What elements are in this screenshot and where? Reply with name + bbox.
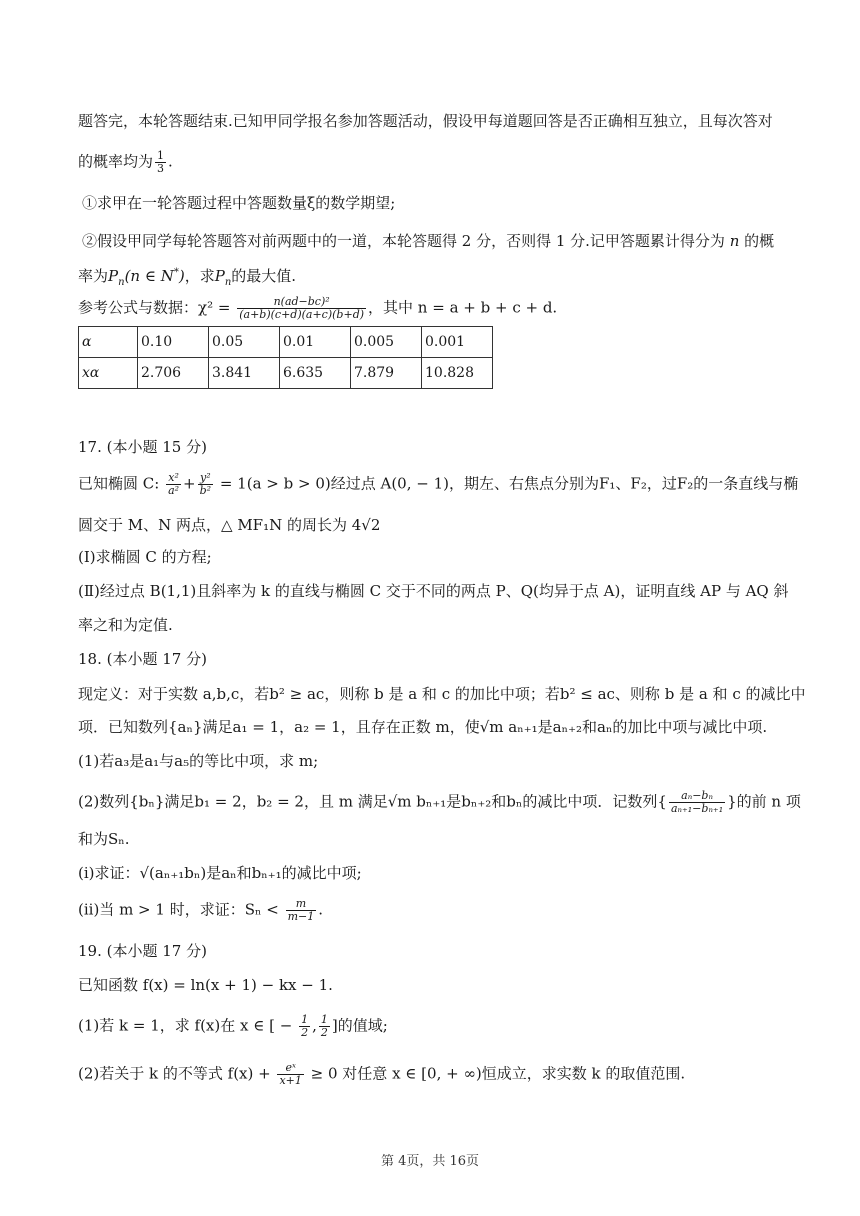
p19-text3: (2)若关于 k 的不等式 f(x) + [78,1064,276,1083]
p18-period: . [318,900,324,919]
p16-reference-formula [78,296,808,321]
ellipse-x-term: $\frac{\text{x²}}{\text{a²}}$ [168,471,180,497]
p17-line2: 圆交于 M、N 两点，△ MF₁N 的周长为 4√2 [78,516,381,534]
p16-question-1: ①求甲在一轮答题过程中答题数量ξ的数学期望; [82,194,396,212]
p19-text4: ≥ 0 对任意 x ∈ [0, + ∞)恒成立，求实数 k 的取值范围. [305,1064,686,1083]
table-cell: 0.005 [351,327,422,358]
table-cell: 10.828 [422,358,493,389]
p18-line4 [78,790,808,815]
p16-intro-text: 的概率均为 [78,152,154,171]
p16-q2-text3: 率为 [78,267,109,285]
p16-q2-pn: $P_n(n$ ∈ N*) [108,267,185,288]
p18-line6: (i)求证：√(aₙ₊₁bₙ)是aₙ和bₙ₊₁的减比中项; [78,864,362,882]
p18-line7 [78,898,808,923]
p18-line5: 和为Sₙ. [78,830,130,848]
half-fraction: $\frac{1}{2}$ [301,1013,309,1039]
p16-q2-text4: ，求 [184,267,215,285]
p19-line3 [78,1062,808,1087]
table-cell: 0.05 [209,327,280,358]
table-cell: 0.10 [138,327,209,358]
p18-line1: 现定义：对于实数 a,b,c，若b² ≥ ac，则称 b 是 a 和 c 的加比中项；若b² ≤ ac、则称 b 是 a 和 c 的减比中 [78,685,806,703]
p17-line3: (Ⅰ)求椭圆 C 的方程; [78,548,212,566]
p17-text: 已知椭圆 C: [78,474,165,493]
p19-text2: ]的值域; [331,1016,388,1035]
table-cell: xα [79,358,138,389]
p18-text2: }的前 n 项 [727,792,801,811]
p16-q2-pn2: $P_n$ [214,267,232,288]
p18-text3: (ii)当 m > 1 时，求证：Sₙ < [78,900,284,919]
table-row [79,327,493,358]
p18-bound-fraction: $\frac{m}{m-1}$ [287,897,315,923]
p18-heading: 18. (本小题 17 分) [78,650,207,668]
table-row [79,358,493,389]
p16-question-2-line2 [78,262,808,294]
p17-text2: = 1(a > b > 0)经过点 A(0, − 1)，期左、右焦点分别为F₁、F₂，过F₂的一条直线与椭 [215,474,799,493]
ref-label: 参考公式与数据：χ² = [78,298,236,317]
p18-text: (2)数列{bₙ}满足b₁ = 2，b₂ = 2，且 m 满足√m bₙ₊₁是bₙ₊₂和bₙ的减比中项．记数列{ [78,792,667,811]
p19-heading: 19. (本小题 17 分) [78,942,207,960]
table-cell: α [79,327,138,358]
table-cell: 0.01 [280,327,351,358]
p18-line2: 项．已知数列{aₙ}满足a₁ = 1，a₂ = 1，且存在正数 m，使√m aₙ₊₁是aₙ₊₂和aₙ的加比中项与减比中项. [78,718,768,736]
chi-den: (a+b)(c+d)(a+c)(b+d) [239,308,365,321]
p19-text: (1)若 k = 1，求 f(x)在 x ∈ [ − [78,1016,298,1035]
p16-q2-n: n [729,232,740,250]
table-cell: 7.879 [351,358,422,389]
half-fraction: $\frac{1}{2}$ [320,1013,328,1039]
p19-line1: 已知函数 f(x) = ln(x + 1) − kx − 1. [78,976,333,994]
p16-question-2-line1 [82,230,812,252]
page-footer: 第 4页，共 16页 [380,1154,480,1169]
p16-intro-line2 [78,150,808,175]
p19-line2: (1)若 k = 1，求 f(x)在 x ∈ [ − $\frac{1}{2}$ , $\frac{1}{2}$ ]的值域; [78,1013,388,1039]
ref-tail: ，其中 n = a + b + c + d. [368,298,558,317]
p17-line1: 已知椭圆 C: $\frac{\text{x²}}{\text{a²}}$ + $\frac{\text{y²}}{\text{b²}}$ = 1(a > b > 0)经过点 A(0, − 1)，期左、右焦点分别为F₁、F₂，过F₂的一条直线与椭 [78,471,799,497]
p16-q2-text2: 的概 [739,232,775,250]
p16-prob-num: 1 [157,149,165,162]
p18-seq-fraction: $\frac{\text{aₙ−bₙ}}{\text{aₙ₊₁−bₙ₊₁}}$ [670,789,724,815]
ellipse-y-term: $\frac{\text{y²}}{\text{b²}}$ [199,471,212,497]
critical-value-table [78,326,493,389]
p16-prob-den: 3 [157,162,165,175]
p18-line3: (1)若a₃是a₁与a₅的等比中项，求 m; [78,752,319,770]
chi-num: n(ad−bc)² [237,296,366,309]
p16-q2-text5: 的最大值. [231,267,297,285]
p16-q2-text: ②假设甲同学每轮答题答对前两题中的一道，本轮答题得 2 分，否则得 1 分.记甲答题累计得分为 [82,232,730,250]
p16-prob-fraction [155,150,166,175]
p17-line5: 率之和为定值. [78,616,173,634]
p16-intro-line1: 题答完，本轮答题结束.已知甲同学报名参加答题活动，假设甲每道题回答是否正确相互独立，且每次答对 [78,112,773,130]
p16-intro-period: . [168,152,173,171]
exp-fraction: $\frac{\text{eˣ}}{x+1}$ [279,1061,302,1087]
table-cell: 3.841 [209,358,280,389]
table-cell: 0.001 [422,327,493,358]
p17-heading: 17. (本小题 15 分) [78,438,207,456]
table-cell: 6.635 [280,358,351,389]
chi-square-fraction [237,296,366,321]
p17-line4: (Ⅱ)经过点 B(1,1)且斜率为 k 的直线与椭圆 C 交于不同的两点 P、Q(均异于点 A)，证明直线 AP 与 AQ 斜 [78,582,789,600]
table-cell: 2.706 [138,358,209,389]
